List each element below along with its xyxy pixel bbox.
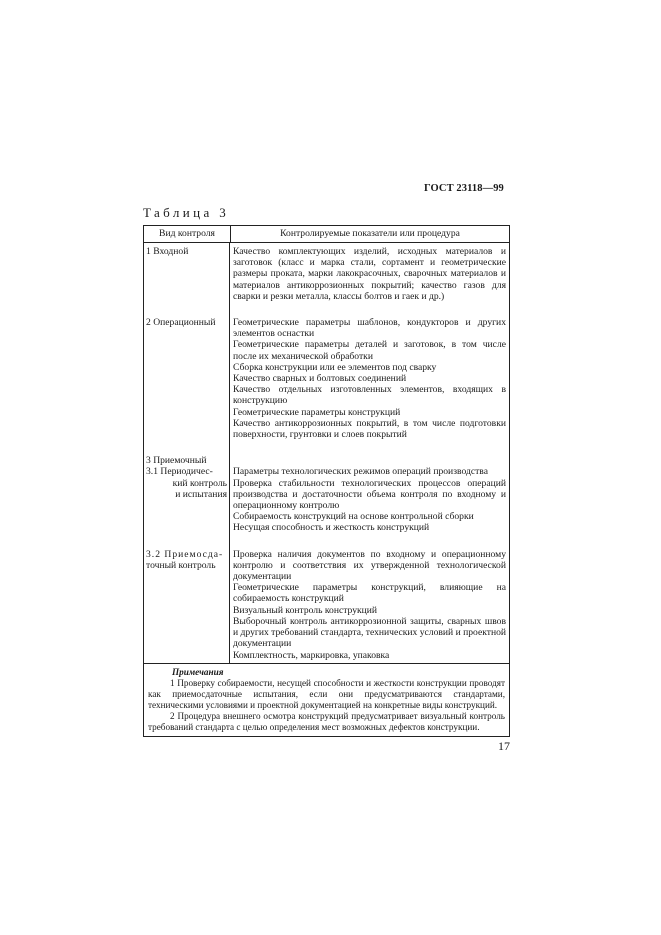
note-item: 2 Процедура внешнего осмотра конструкций предусматривает визуальный контроль требований стандарта с целью определения мест возможных дефектов конструкции.: [148, 710, 505, 732]
table-row-periodic: [144, 466, 509, 545]
table-row-incoming: [144, 243, 509, 314]
indicator-item: Качество комплектующих изделий, исходных материалов и заготовок (класс и марка стали, сортамент и геометрические размеры проката, марки лакокрасочных, сварочных материалов и материалов антикоррозионных покрытий; качество газов для сварки и резки металла, классы болтов и гаек и др.): [233, 246, 506, 302]
control-type-line: кий контроль: [172, 477, 227, 489]
standard-designation: ГОСТ 23118—99: [424, 183, 504, 194]
control-table: [143, 225, 510, 737]
column-header-indicators: Контролируемые показатели или процедура: [280, 228, 460, 239]
indicator-item: Визуальный контроль конструкций: [233, 604, 378, 616]
control-type-line: 3.1 Периодичес-: [146, 466, 213, 478]
indicators-cell: [230, 452, 509, 466]
control-type-line: и испытания: [175, 488, 227, 500]
indicator-item: Выборочный контроль антикоррозионной защиты, сварных швов и других требований стандарта, технических условий и проектной документации: [233, 615, 507, 650]
indicator-item: Проверка стабильности технологических процессов операций производства и достаточности объема контроля по входному и операционному контролю: [233, 477, 506, 512]
control-type-line: 3.2 Приемосда-: [146, 548, 224, 560]
control-type: 2 Операционный: [144, 314, 230, 452]
indicator-item: Геометрические параметры шаблонов, кондукторов и других элементов оснастки: [233, 317, 506, 340]
indicators-cell: [230, 546, 509, 663]
indicator-item: Качество антикоррозионных покрытий, в том числе подготовки поверхности, грунтовки и слоев покрытий: [233, 417, 506, 441]
indicators-cell: [230, 466, 509, 545]
indicator-item: Геометрические параметры деталей и заготовок, в том числе после их механической обработки: [233, 339, 506, 362]
table-row-acceptance: [144, 452, 509, 466]
control-type: 1 Входной: [144, 243, 230, 314]
indicator-item: Несущая способность и жесткость конструкций: [233, 522, 430, 534]
indicator-item: Собираемость конструкций на основе контрольной сборки: [233, 511, 474, 523]
indicators-cell: [230, 243, 509, 314]
indicator-item: Комплектность, маркировка, упаковка: [233, 649, 390, 661]
table-row-acceptance-delivery: [144, 546, 509, 663]
control-type-line: точный контроль: [146, 559, 216, 571]
table-header: [144, 226, 509, 243]
indicator-item: Геометрические параметры конструкций: [233, 406, 401, 418]
control-type: [144, 466, 230, 545]
control-type: [144, 546, 230, 663]
indicator-item: Качество сварных и болтовых соединений: [233, 373, 407, 385]
notes-title: Примечания: [172, 666, 224, 677]
note-item: 1 Проверку собираемости, несущей способности и жесткости конструкции проводят как приемосдаточные испытания, если они предусматриваются стандартами, техническими условиями и проектной документацией на конкретные виды конструкций.: [148, 677, 505, 710]
indicators-cell: [230, 314, 509, 452]
table-row-operational: [144, 314, 509, 452]
indicator-item: Параметры технологических режимов операций производства: [233, 466, 488, 478]
column-header-control-type: Вид контроля: [144, 226, 231, 242]
indicator-item: Сборка конструкции или ее элементов под сварку: [233, 361, 437, 373]
indicator-item: Качество отдельных изготовленных элементов, входящих в конструкцию: [233, 384, 506, 407]
indicator-item: Геометрические параметры конструкций, влияющие на собираемость конструкций: [233, 582, 506, 605]
page-number: 17: [498, 739, 510, 753]
table-title: Таблица 3: [143, 205, 230, 220]
table-notes: [144, 663, 509, 736]
indicator-item: Проверка наличия документов по входному и операционному контролю и соответствия их утвержденной технологической документации: [233, 548, 506, 583]
control-type: 3 Приемочный: [144, 452, 230, 466]
